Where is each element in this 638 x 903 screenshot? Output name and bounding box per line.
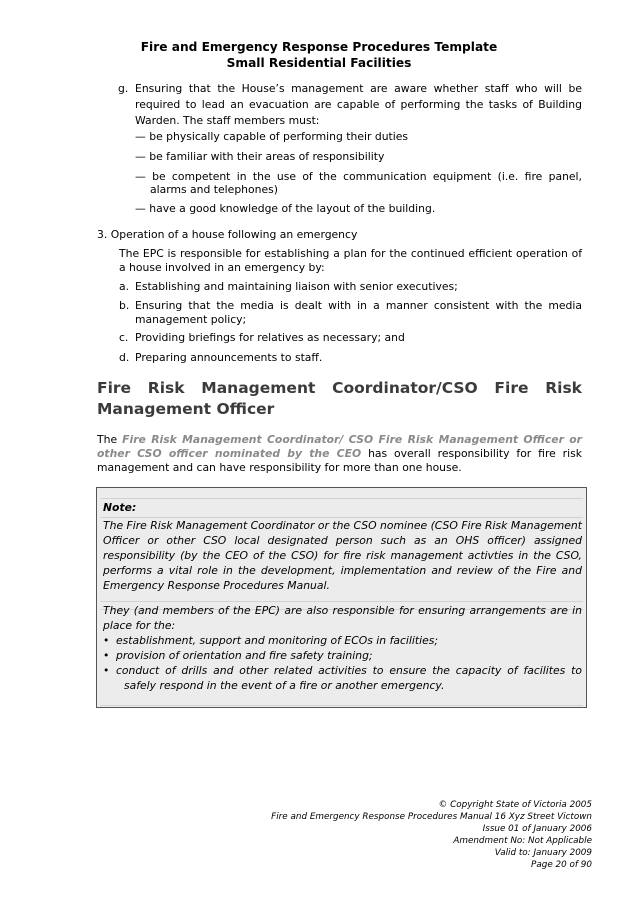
note-bullet-item: provision of orientation and fire safety training;: [116, 649, 373, 662]
item-marker: b.: [119, 299, 130, 312]
note-paragraph-line: performs a vital role in the development, implementation and review of the Fire and: [103, 564, 582, 577]
item-marker: a.: [119, 280, 130, 293]
footer-issue-label: Issue 01 of: [482, 824, 531, 834]
section-heading: Fire Risk Management Coordinator/CSO Fire Risk: [97, 379, 582, 397]
note-bullet-item: establishment, support and monitoring of ECOs in facilities;: [116, 634, 439, 647]
item-marker: c.: [119, 331, 129, 344]
footer-issue: [483, 824, 592, 836]
dash-item-continuation: alarms and telephones): [150, 183, 278, 196]
list-item: Ensuring that the media is dealt with in a manner consistent with the media: [135, 299, 582, 312]
bullet-icon: •: [103, 649, 110, 662]
list-item: Establishing and maintaining liaison with senior executives;: [135, 280, 458, 293]
footer-copyright: © Copyright State of Victoria 2005: [438, 800, 592, 810]
note-bullet-item-continuation: safely respond in the event of a fire or another emergency.: [124, 679, 445, 692]
dash-item: — be familiar with their areas of responsibility: [135, 150, 385, 163]
paragraph-text: has overall responsibility for fire risk: [368, 447, 582, 460]
section-3-heading: 3. Operation of a house following an emergency: [97, 228, 358, 241]
dash-item: — be competent in the use of the communication equipment (i.e. fire panel,: [135, 170, 582, 183]
document-subtitle: Small Residential Facilities: [226, 56, 412, 70]
footer-valid-label: Valid to:: [494, 848, 531, 858]
footer-valid: [495, 848, 592, 860]
footer-amendment: Amendment No: Not Applicable: [453, 836, 592, 846]
item-marker: g.: [118, 82, 129, 95]
note-bullet-item: conduct of drills and other related activities to ensure the capacity of facilites to: [116, 664, 582, 677]
page-number: Page 20 of 90: [531, 860, 592, 870]
section-3-intro-2: a house involved in an emergency by:: [119, 261, 325, 274]
bullet-icon: •: [103, 664, 110, 677]
note-box: [96, 487, 587, 708]
paragraph-text: The: [97, 433, 118, 446]
responsibility-paragraph-line-3: management and can have responsibility for more than one house.: [97, 461, 462, 474]
list-item: Providing briefings for relatives as necessary; and: [135, 331, 405, 344]
footer-valid-date: January 2009: [533, 848, 592, 858]
note-paragraph-line: They (and members of the EPC) are also responsible for ensuring arrangements are in: [103, 604, 582, 617]
document-title: Fire and Emergency Response Procedures Template: [140, 40, 498, 54]
item-g-line-3: Warden. The staff members must:: [135, 114, 320, 127]
footer-issue-date: January 2006: [533, 824, 592, 834]
section-3-intro-1: The EPC is responsible for establishing a plan for the continued efficient operation of: [119, 247, 582, 260]
emphasised-role: Fire Risk Management Coordinator/ CSO Fire Risk Management Officer or: [122, 433, 582, 446]
dash-item: — be physically capable of performing their duties: [135, 130, 409, 143]
footer-address: 16 Xyz Street Victown: [494, 812, 592, 822]
dash-item: — have a good knowledge of the layout of the building.: [135, 202, 436, 215]
footer-manual: [271, 812, 592, 824]
footer-manual-title: Fire and Emergency Response Procedures Manual: [271, 812, 492, 822]
section-heading-line-2: Management Officer: [97, 400, 275, 418]
item-g-line-2: required to lead an evacuation are capable of performing the tasks of Building: [135, 98, 582, 111]
list-item: Preparing announcements to staff.: [135, 351, 323, 364]
note-paragraph-line: responsibility (by the CEO of the CSO) for fire risk management activties in the CSO,: [103, 549, 582, 562]
list-item-continuation: management policy;: [135, 313, 247, 326]
note-paragraph-line: Officer or other CSO local designated person such as an OHS officer) assigned: [103, 534, 582, 547]
item-marker: d.: [119, 351, 130, 364]
note-paragraph-line: Emergency Response Procedures Manual.: [103, 579, 330, 592]
item-g-line-1: Ensuring that the House’s management are aware whether staff who will be: [135, 82, 582, 95]
note-paragraph-line: The Fire Risk Management Coordinator or the CSO nominee (CSO Fire Risk Management: [103, 519, 582, 532]
note-label: Note:: [103, 501, 137, 514]
bullet-icon: •: [103, 634, 110, 647]
note-paragraph-line: place for the:: [103, 619, 176, 632]
emphasised-role: other CSO officer nominated by the CEO: [97, 447, 362, 460]
